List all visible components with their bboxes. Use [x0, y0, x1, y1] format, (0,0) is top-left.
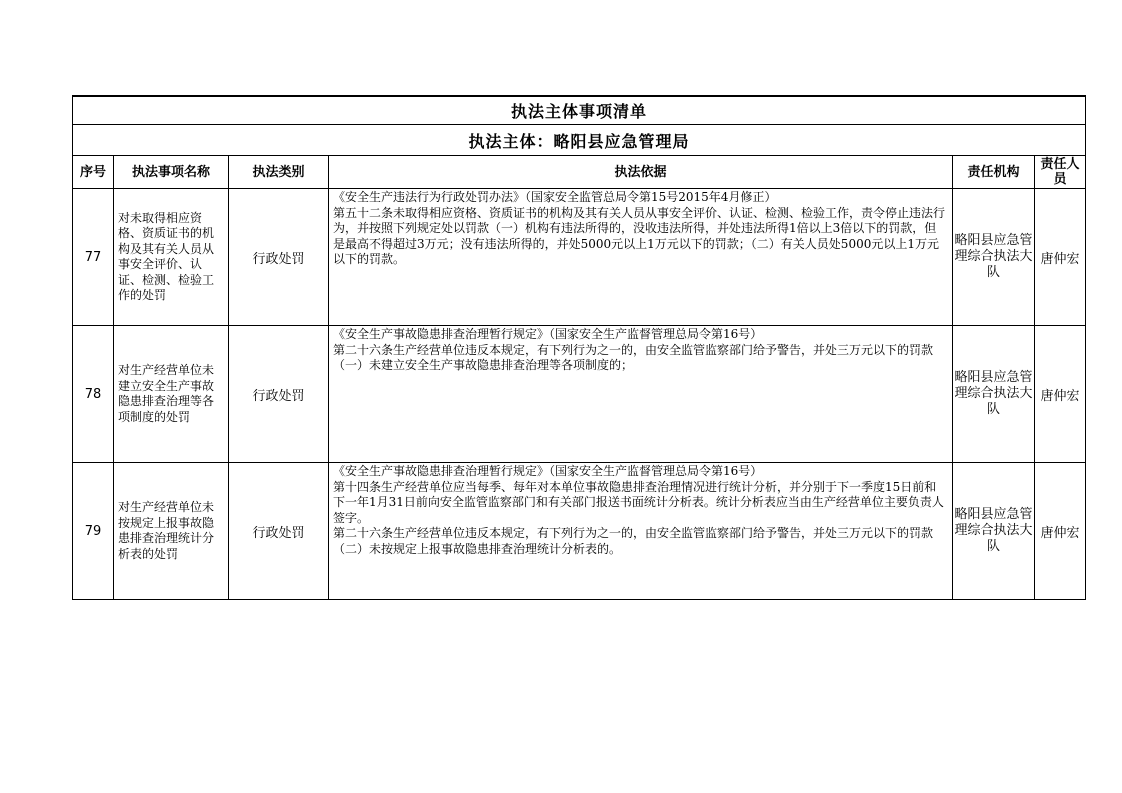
row-item-name: 对未取得相应资格、资质证书的机构及其有关人员从事安全评价、认证、检测、检验工作的处罚: [114, 189, 229, 326]
enforcement-matters-table: [72, 95, 1086, 600]
header-org: 责任机构: [953, 156, 1035, 189]
header-item-name: 执法事项名称: [114, 156, 229, 189]
row-item-name: 对生产经营单位未按规定上报事故隐患排查治理统计分析表的处罚: [114, 463, 229, 600]
row-basis: [329, 463, 953, 600]
header-seq: 序号: [73, 156, 114, 189]
row-org: 略阳县应急管理综合执法大队: [953, 463, 1035, 600]
row-seq: 78: [73, 326, 114, 463]
row-seq: 77: [73, 189, 114, 326]
row-org: 略阳县应急管理综合执法大队: [953, 326, 1035, 463]
row-basis: [329, 189, 953, 326]
row-person: 唐仲宏: [1035, 463, 1086, 600]
header-row: [73, 156, 1086, 189]
header-category: 执法类别: [229, 156, 329, 189]
row-org: 略阳县应急管理综合执法大队: [953, 189, 1035, 326]
basis-paragraph: 第二十六条生产经营单位违反本规定，有下列行为之一的，由安全监管监察部门给予警告，并处三万元以下的罚款（二）未按规定上报事故隐患排查治理统计分析表的。: [333, 526, 934, 556]
row-seq: 79: [73, 463, 114, 600]
table-row: [73, 463, 1086, 600]
basis-paragraph: 《安全生产事故隐患排查治理暂行规定》（国家安全生产监督管理总局令第16号）: [333, 464, 763, 478]
enforcement-subject: 执法主体：略阳县应急管理局: [73, 125, 1086, 156]
header-person: 责任人员: [1035, 156, 1086, 189]
basis-paragraph: 《安全生产违法行为行政处罚办法》（国家安全监管总局令第15号2015年4月修正）: [333, 190, 777, 204]
basis-paragraph: 《安全生产事故隐患排查治理暂行规定》（国家安全生产监督管理总局令第16号）: [333, 327, 763, 341]
basis-paragraph: 第二十六条生产经营单位违反本规定，有下列行为之一的，由安全监管监察部门给予警告，并处三万元以下的罚款（一）未建立安全生产事故隐患排查治理等各项制度的；: [333, 342, 934, 372]
basis-paragraph: 第五十二条未取得相应资格、资质证书的机构及其有关人员从事安全评价、认证、检测、检验工作，责令停止违法行为，并按照下列规定处以罚款（一）机构有违法所得的，没收违法所得，并处违法所得1倍以上3倍以下的罚款，但是最高不得超过3万元；没有违法所得的，并处5000元以上1万元以下的罚款；（二）有关人员处5000元以上1万元以下的罚款。: [333, 205, 946, 266]
row-basis: [329, 326, 953, 463]
table-row: [73, 189, 1086, 326]
row-person: 唐仲宏: [1035, 326, 1086, 463]
row-category: 行政处罚: [229, 326, 329, 463]
row-item-name: 对生产经营单位未建立安全生产事故隐患排查治理等各项制度的处罚: [114, 326, 229, 463]
row-person: 唐仲宏: [1035, 189, 1086, 326]
row-category: 行政处罚: [229, 189, 329, 326]
table-title: 执法主体事项清单: [73, 96, 1086, 125]
row-category: 行政处罚: [229, 463, 329, 600]
table-row: [73, 326, 1086, 463]
header-basis: 执法依据: [329, 156, 953, 189]
basis-paragraph: 第十四条生产经营单位应当每季、每年对本单位事故隐患排查治理情况进行统计分析，并分别于下一季度15日前和下一年1月31日前向安全监管监察部门和有关部门报送书面统计分析表。统计分析表应当由生产经营单位主要负责人签字。: [333, 479, 944, 525]
